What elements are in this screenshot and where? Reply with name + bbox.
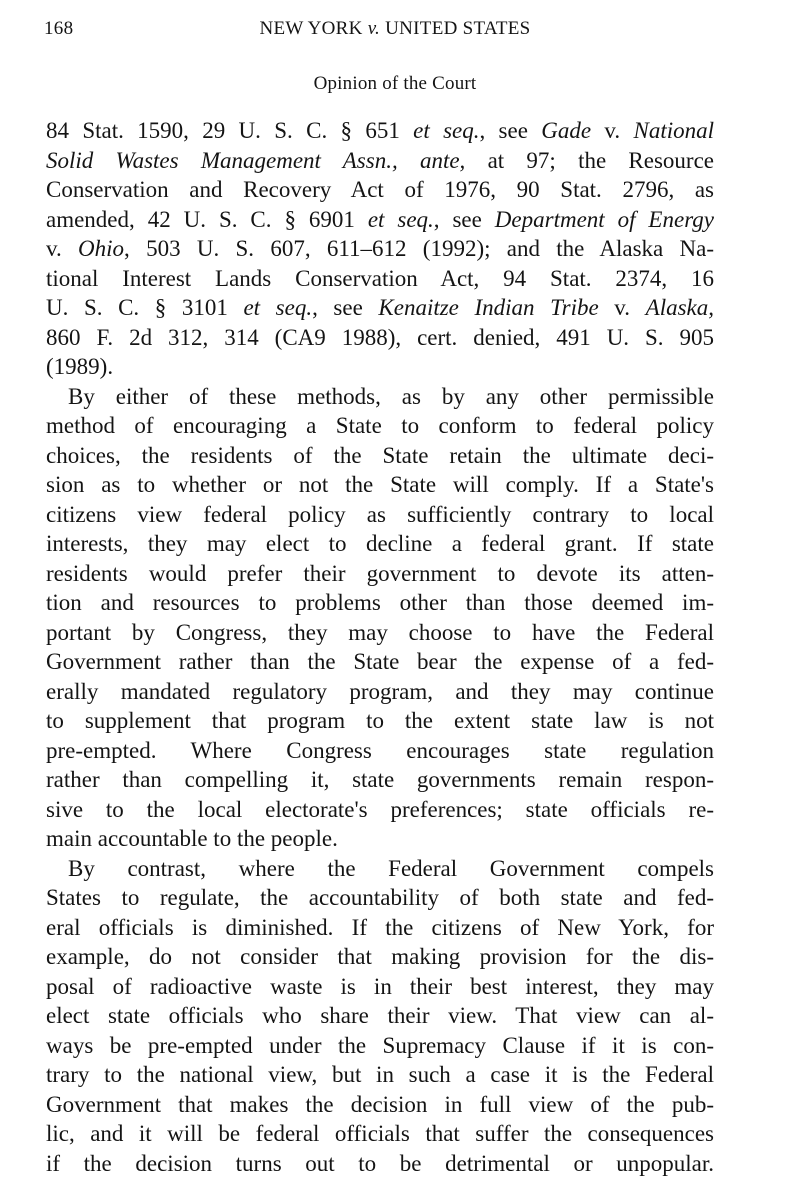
text-segment: pre-empted. Where Congress encourages state regulation	[46, 737, 714, 763]
italic-text: Alaska,	[645, 295, 714, 320]
text-line	[46, 795, 714, 825]
opinion-body-text	[46, 116, 714, 1178]
text-line	[46, 1031, 714, 1061]
text-line	[46, 706, 714, 736]
text-segment: v.	[591, 118, 634, 143]
text-segment: eral officials is diminished. If the citizens of New York, for	[46, 914, 714, 940]
text-line	[46, 264, 714, 294]
text-line	[46, 1060, 714, 1090]
italic-text: National	[633, 118, 714, 143]
case-title-part2: UNITED STATES	[380, 18, 531, 39]
italic-text: Kenaitze Indian Tribe	[378, 295, 599, 320]
running-header	[44, 18, 746, 48]
text-segment: sion as to whether or not the State will comply. If a State's	[46, 472, 714, 497]
text-line	[46, 175, 714, 205]
text-line	[46, 588, 714, 618]
text-segment: By contrast, where the Federal Government compels	[68, 855, 714, 881]
text-segment: States to regulate, the accountability of both state and fed-	[46, 885, 714, 910]
text-segment: main accountable to the people.	[46, 826, 338, 851]
text-segment: amended, 42 U. S. C. § 6901	[46, 206, 368, 232]
text-line	[46, 293, 714, 323]
text-line	[46, 854, 714, 884]
text-line	[46, 205, 714, 235]
case-title-v: v.	[367, 18, 381, 39]
text-line	[46, 441, 714, 471]
text-segment: posal of radioactive waste is in their best interest, they may	[46, 973, 714, 999]
text-segment: erally mandated regulatory program, and they may continue	[46, 678, 714, 704]
text-segment: to supplement that program to the extent state law is not	[46, 708, 714, 733]
text-segment: 860 F. 2d 312, 314 (CA9 1988), cert. denied, 491 U. S. 905	[46, 324, 714, 350]
text-line	[46, 677, 714, 707]
text-segment: at 97; the Resource	[465, 147, 714, 173]
text-segment: interests, they may elect to decline a federal grant. If state	[46, 531, 714, 556]
text-segment: method of encouraging a State to conform to federal policy	[46, 413, 714, 438]
text-segment: if the decision turns out to be detrimental or unpopular.	[46, 1150, 714, 1176]
text-segment: Government rather than the State bear the expense of a fed-	[46, 649, 714, 674]
text-line	[46, 411, 714, 441]
text-line	[46, 382, 714, 412]
text-line	[46, 529, 714, 559]
text-segment: , see	[433, 206, 495, 232]
text-line	[46, 765, 714, 795]
text-line	[46, 942, 714, 972]
italic-text: Solid Wastes Management Assn., ante,	[46, 147, 466, 173]
text-line	[46, 1119, 714, 1149]
italic-text: Department of Energy	[494, 206, 714, 232]
italic-text: Ohio	[78, 236, 125, 261]
text-segment: ways be pre-empted under the Supremacy Clause if it is con-	[46, 1032, 714, 1058]
text-segment: By either of these methods, as by any other permissible	[68, 383, 714, 409]
text-line	[46, 116, 714, 146]
text-segment: example, do not consider that making provision for the dis-	[46, 944, 714, 969]
text-line	[46, 913, 714, 943]
text-segment: Conservation and Recovery Act of 1976, 90 Stat. 2796, as	[46, 177, 714, 202]
page-number: 168	[44, 18, 74, 39]
text-line	[46, 500, 714, 530]
text-segment: U. S. C. § 3101	[46, 295, 244, 320]
case-title-part1: NEW YORK	[259, 18, 368, 39]
text-segment: , see	[312, 295, 379, 320]
text-segment: trary to the national view, but in such a case it is the Federal	[46, 1062, 714, 1087]
text-segment: elect state officials who share their view. That view can al-	[46, 1003, 714, 1028]
text-segment: choices, the residents of the State retain the ultimate deci-	[46, 442, 714, 468]
text-line	[46, 470, 714, 500]
text-line	[46, 972, 714, 1002]
text-segment: portant by Congress, they may choose to have the Federal	[46, 619, 714, 645]
italic-text: et seq.	[367, 206, 434, 232]
text-line	[46, 736, 714, 766]
text-segment: residents would prefer their government to devote its atten-	[46, 560, 714, 586]
text-line	[46, 323, 714, 353]
text-segment: Government that makes the decision in full view of the pub-	[46, 1091, 714, 1117]
text-segment: rather than compelling it, state governments remain respon-	[46, 767, 714, 792]
text-line	[46, 883, 714, 913]
text-line	[46, 1001, 714, 1031]
text-line	[46, 1149, 714, 1179]
text-line	[46, 824, 714, 854]
text-line	[46, 352, 714, 382]
text-segment: lic, and it will be federal officials that suffer the consequences	[46, 1121, 714, 1146]
text-line	[46, 559, 714, 589]
text-segment: citizens view federal policy as sufficiently contrary to local	[46, 501, 714, 527]
text-segment: 84 Stat. 1590, 29 U. S. C. § 651	[46, 118, 414, 143]
italic-text: et seq.	[413, 118, 480, 143]
text-segment: (1989).	[46, 354, 114, 379]
text-line	[46, 647, 714, 677]
text-segment: v.	[598, 295, 646, 320]
opinion-subheading: Opinion of the Court	[313, 73, 477, 94]
text-segment: tional Interest Lands Conservation Act, 94 Stat. 2374, 16	[46, 265, 714, 291]
italic-text: et seq.	[243, 295, 313, 320]
text-segment: tion and resources to problems other than those deemed im-	[46, 590, 714, 615]
text-segment: v.	[46, 236, 79, 261]
text-segment: sive to the local electorate's preferences; state officials re-	[46, 796, 714, 822]
text-segment: , 503 U. S. 607, 611–612 (1992); and the Alaska Na-	[124, 236, 714, 261]
text-line	[46, 1090, 714, 1120]
case-title	[44, 18, 746, 40]
text-line	[46, 618, 714, 648]
italic-text: Gade	[541, 118, 592, 143]
text-line	[46, 234, 714, 264]
text-line	[46, 146, 714, 176]
text-segment: , see	[479, 118, 542, 143]
